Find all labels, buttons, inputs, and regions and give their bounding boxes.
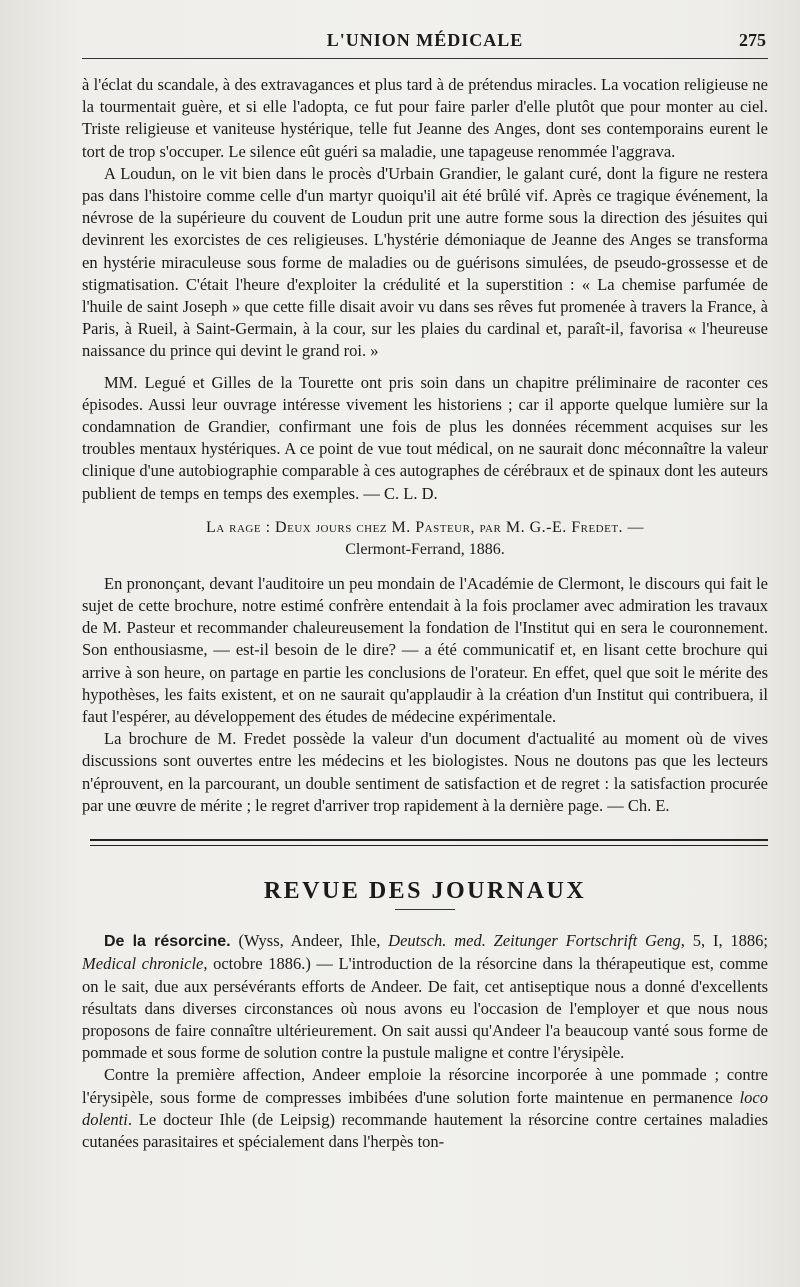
paragraph-fredet-brochure: La brochure de M. Fredet possède la valeur d'un document d'actualité au moment où de vives discussions sont ouvertes entre les médecins et les biologistes. Nous ne doutons pas que les lecteurs n'éprouvent, en la parcourant, un double sentiment de satisfaction et de regret : la satisfaction procurée par une œuvre de mérite ; le regret d'arriver trop rapidement à la dernière page. — Ch. E. — [82, 729, 768, 815]
header-rule — [82, 58, 768, 59]
spacer — [82, 363, 768, 372]
article-resorcine-paragraph-2 — [82, 1064, 768, 1153]
section-title-underline — [395, 909, 455, 910]
article-run-in-title: De la résorcine. — [104, 933, 231, 951]
article-citation-mid: , 5, I, 1886; — [680, 931, 768, 951]
article-journal-2: Medical chronicle — [82, 954, 204, 974]
article-body-1: , octobre 1886.) — L'introduction de la résorcine dans la thérapeutique est, comme on le sait, due aux persévérants efforts de Andeer. De fait, cet antiseptique nous a donné d'excellents résultats dans diverses circonstances où nous avons eu l'occasion de l'employer et que nous nous proposons de faire connaître ultérieurement. On sait aussi qu'Andeer l'a beaucoup vanté sous forme de pommade et sous forme de solution contre la pustule maligne et contre l'érysipèle. — [82, 954, 768, 1063]
article-body-2-end: . Le docteur Ihle (de Leipsig) recommande hautement la résorcine contre certaines maladies cutanées parasitaires et spécialement dans l'herpès ton- — [82, 1109, 768, 1151]
article-body-2-start: Contre la première affection, Andeer emploie la résorcine incorporée à une pommade ; contre l'érysipèle, sous forme de compresses imbibées d'une solution forte maintenue en permanence — [82, 1065, 768, 1107]
book-title-line-1: La rage : Deux jours chez M. Pasteur, par M. G.-E. Fredet. — — [205, 518, 645, 536]
paragraph-clermont-discourse: En prononçant, devant l'auditoire un peu mondain de l'Académie de Clermont, le discours qui fait le sujet de cette brochure, notre estimé confrère entendait à la fois proclamer avec admiration les travaux de M. Pasteur et recommander chaleureusement la fondation de l'Institut qui en sera le couronnement. Son enthousiasme, — est-il besoin de le dire? — a été communicatif et, en lisant cette brochure qui arrive à son heure, on partage en partie les conclusions de l'orateur. En effet, quel que soit le mérite des hypothèses, les faits existent, et on ne saurait qu'applaudir à la création d'un Institut qui contribuera, il faut l'espérer, au développement des études de médecine expérimentale. — [82, 573, 768, 727]
article-journal-1: Deutsch. med. Zeitunger Fortschrift Geng — [388, 931, 681, 951]
article-authors: (Wyss, Andeer, Ihle, — [238, 931, 389, 951]
paragraph-loudun: A Loudun, on le vit bien dans le procès d'Urbain Grandier, le galant curé, dont la figure ne restera pas dans l'histoire comme celle d'un martyr quoiqu'il ait été brûlé vif. Après ce tragique événement, la névrose de la supérieure du couvent de Loudun prit une autre forme sous la direction des jésuites qui devinrent les exorcistes de ces religieuses. L'hystérie démoniaque de Jeanne des Anges se transforma en hystérie miraculeuse sous forme de maladies ou de guérisons simulées, de pseudo-grossesse et de stigmatisation. C'était l'heure d'exploiter la crédulité et la superstition : « La chemise parfumée de l'huile de saint Joseph » que cette fille disait avoir vu dans ses rêves fut promenée à travers la France, à Paris, à Rueil, à Saint-Germain, à la cour, sur les plaies du cardinal et, paraît-il, favorisa « l'heureuse naissance du prince qui devint le grand roi. » — [82, 163, 768, 361]
paragraph-jeanne-des-anges: à l'éclat du scandale, à des extravagances et plus tard à de prétendus miracles. La vocation religieuse ne la tourmentait guère, et si elle l'adopta, ce fut pour faire parler d'elle plutôt que pour monter au ciel. Triste religieuse et vaniteuse hystérique, telle fut Jeanne des Anges, dont ses contemporains eurent le tort de trop s'occuper. Le silence eût guéri sa maladie, une tapageuse renommée l'aggrava. — [82, 75, 768, 161]
article-loco-dolenti: loco dolenti — [82, 1087, 768, 1129]
article-resorcine-paragraph-1 — [82, 930, 768, 1064]
page-body — [82, 56, 768, 1153]
running-title: L'UNION MÉDICALE — [326, 30, 524, 50]
section-title: REVUE DES JOURNAUX — [263, 878, 587, 905]
paragraph-legue-tourette: MM. Legué et Gilles de la Tourette ont pris soin dans un chapitre préliminaire de raconter ces épisodes. Aussi leur ouvrage intéresse vivement les historiens ; car il apporte quelque lumière sur la condamnation de Grandier, confirmant une fois de plus les données récemment acquises sur les troubles mentaux hystériques. A ce point de vue tout médical, on ne saurait donc méconnaître la valeur clinique d'une autobiographie comparable à ces autographes de cérébraux et de spinaux dont les auteurs publient de temps en temps des exemples. — C. L. D. — [82, 372, 768, 503]
page-number: 275 — [739, 30, 766, 50]
running-head — [82, 0, 768, 56]
book-review-title — [112, 517, 738, 561]
section-divider — [90, 839, 768, 846]
book-title-line-2: Clermont-Ferrand, 1886. — [345, 540, 505, 558]
